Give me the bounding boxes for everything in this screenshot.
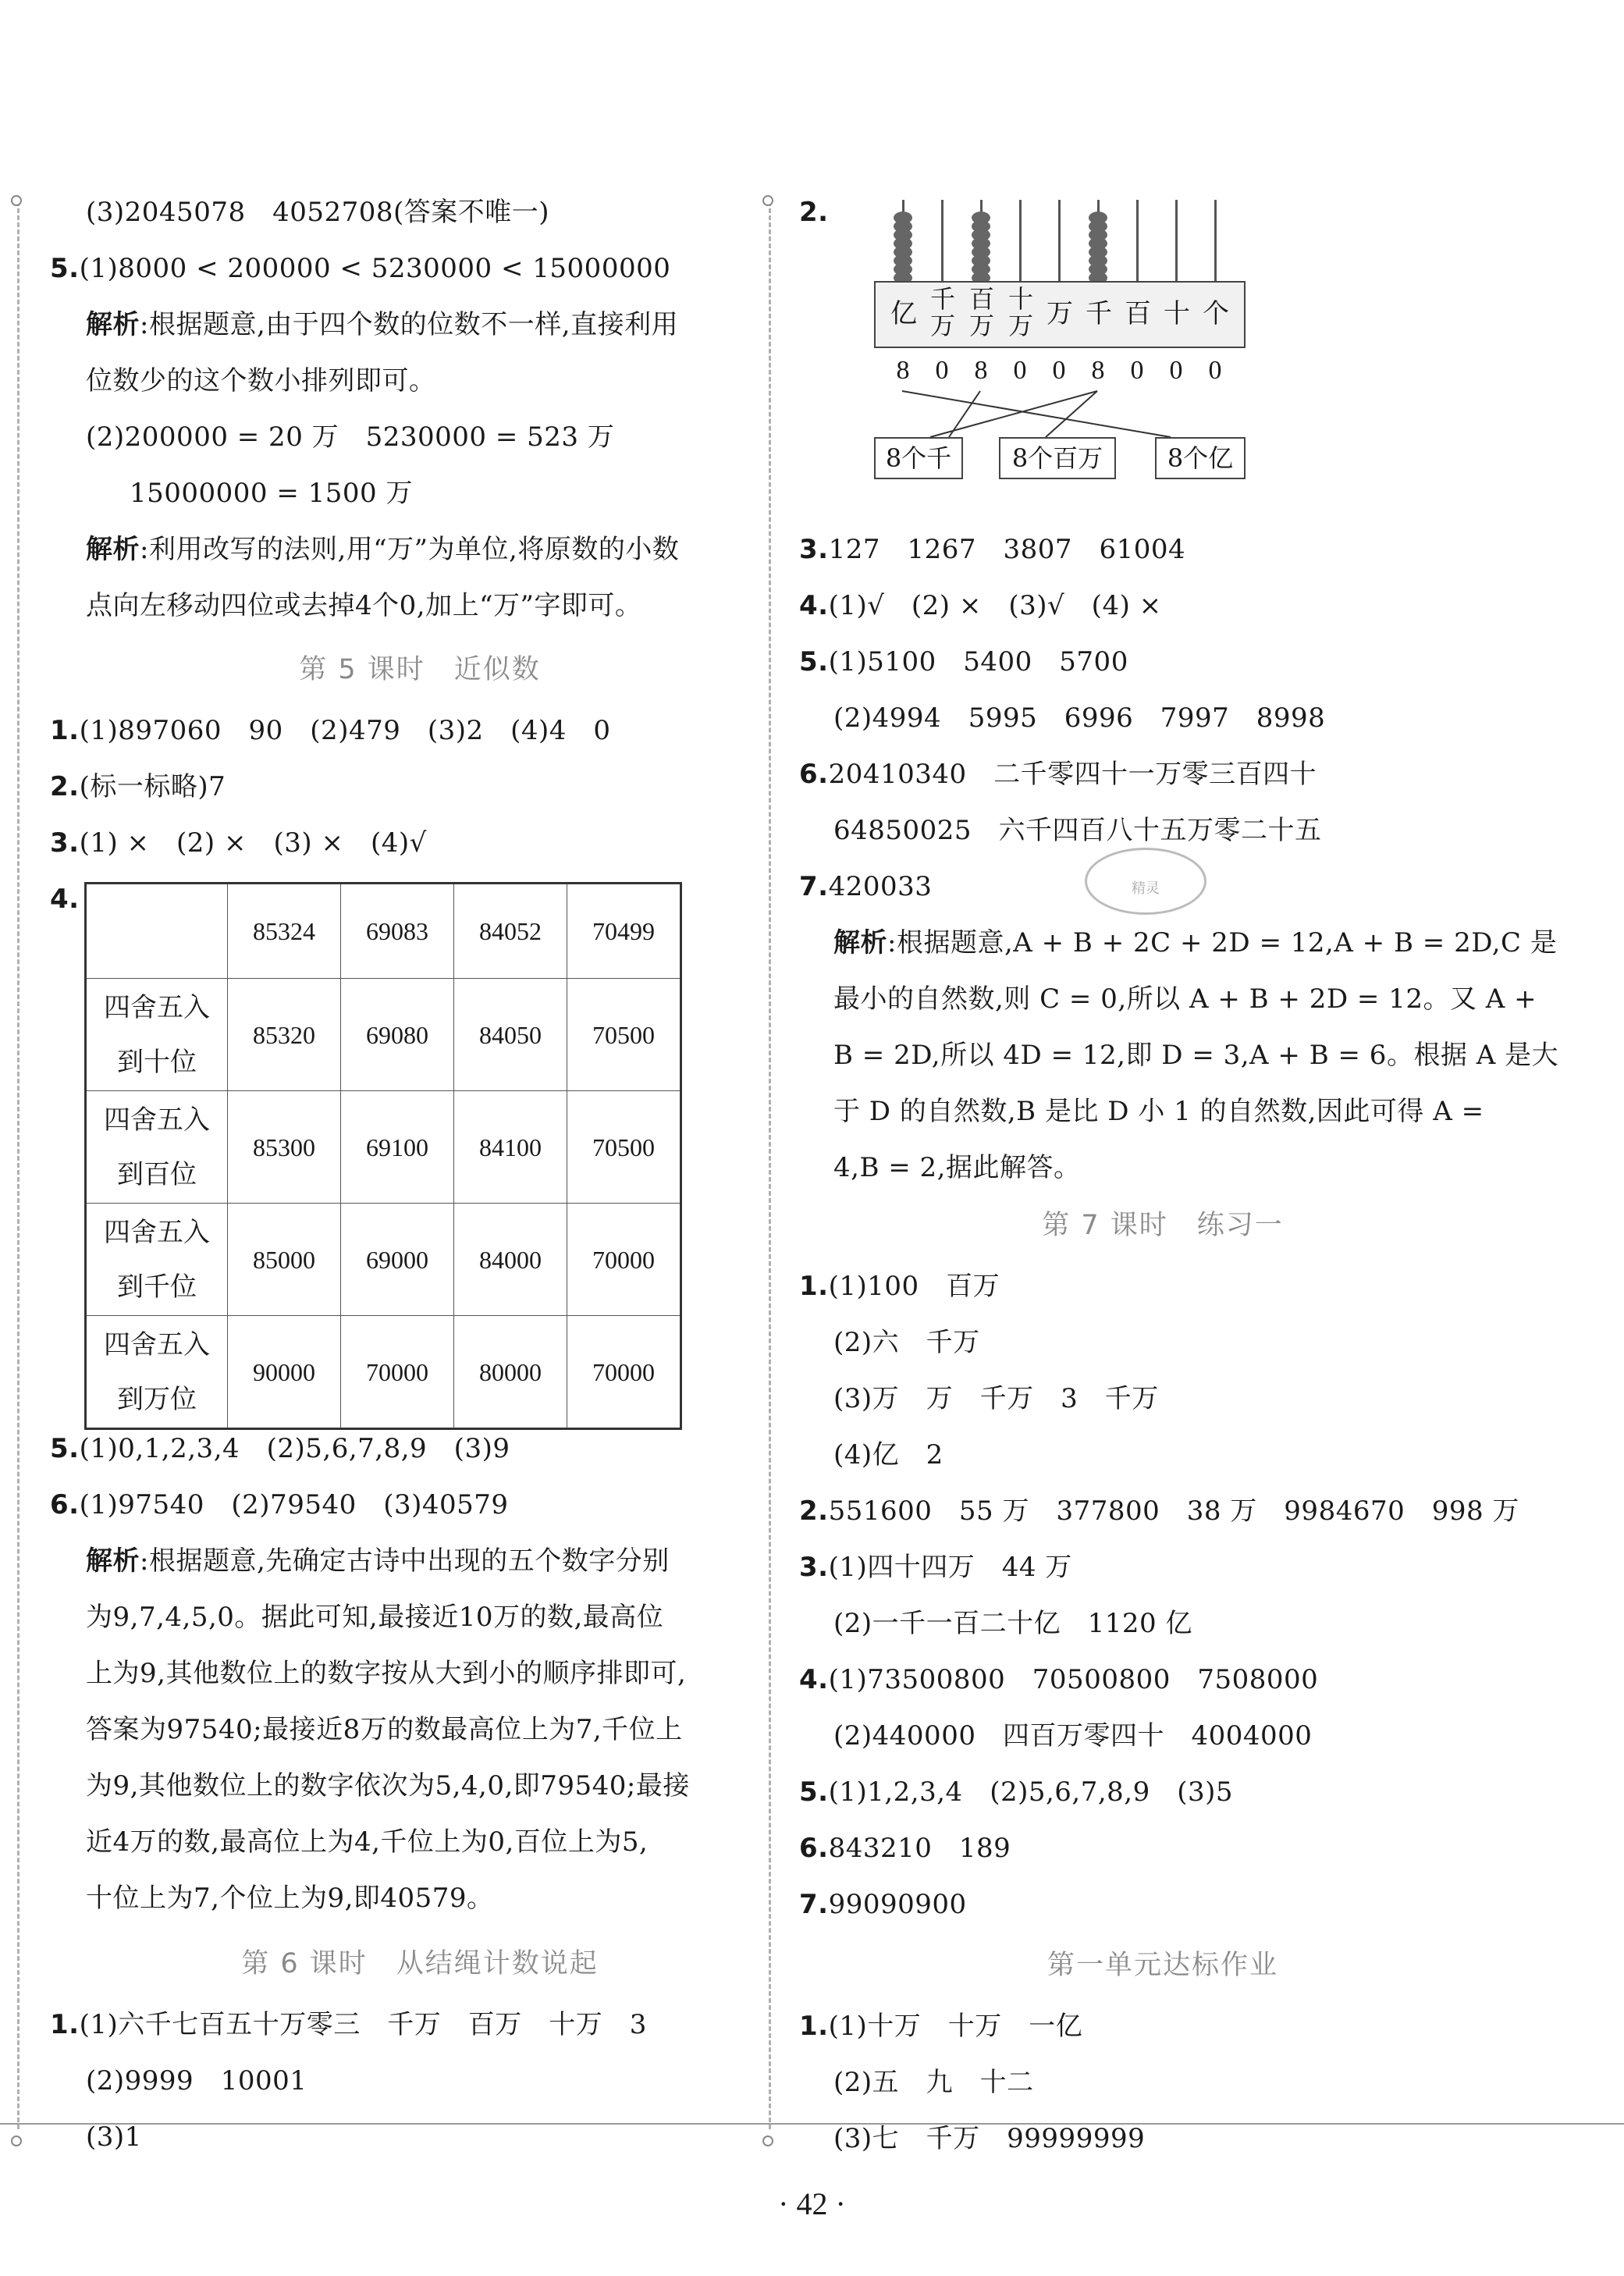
analysis-label: 解析 <box>86 534 140 565</box>
digit-label: 0 <box>1013 356 1027 385</box>
question-4 <box>799 590 1162 621</box>
text-line: :利用改写的法则,用“万”为单位,将原数的小数 <box>140 534 680 565</box>
digit-label: 0 <box>1208 356 1222 385</box>
digit-label: 0 <box>1052 356 1066 385</box>
text-line: 近4万的数,最高位上为4,千位上为0,百位上为5, <box>86 1826 649 1858</box>
watermark-stamp <box>1085 848 1206 915</box>
text-line: 15000000 = 1500 万 <box>130 478 413 509</box>
analysis-line <box>833 927 1557 958</box>
table-cell: 70500 <box>567 1091 681 1204</box>
table-row <box>86 1316 681 1429</box>
text-line: B = 2D,所以 4D = 12,即 D = 3,A + B = 6。根据 A 是大 <box>833 1040 1559 1071</box>
section-heading-lesson7: 第 7 课时 练习一 <box>1042 1210 1284 1241</box>
abacus-diagram <box>874 200 1280 473</box>
bottom-rule <box>0 2123 1624 2125</box>
margin-dot <box>762 2136 773 2146</box>
place-label: 百 <box>1125 298 1151 329</box>
row-label <box>86 979 228 1091</box>
question-5 <box>50 1433 510 1464</box>
text-line: :根据题意,先确定古诗中出现的五个数字分别 <box>140 1545 670 1577</box>
place-label: 十 <box>1164 298 1190 329</box>
question-2 <box>799 197 829 228</box>
place-label: 个 <box>1203 298 1229 329</box>
question-number: 1. <box>799 2011 829 2042</box>
margin-dot <box>762 195 773 206</box>
text-line: 十位上为7,个位上为9,即40579。 <box>86 1883 494 1914</box>
table-cell: 69100 <box>341 1091 454 1204</box>
place-label: 万 <box>1047 298 1073 329</box>
analysis-line <box>86 309 678 340</box>
table-cell: 80000 <box>454 1316 567 1429</box>
question-number: 1. <box>799 1271 829 1302</box>
section-heading-lesson5: 第 5 课时 近似数 <box>299 654 541 685</box>
place-label: 亿 <box>890 298 917 329</box>
label-box-millions: 8个百万 <box>999 437 1116 479</box>
table-cell: 85300 <box>228 1091 341 1204</box>
connector-line <box>902 391 1171 437</box>
analysis-line <box>86 1545 670 1577</box>
question-number: 6. <box>799 759 829 790</box>
question-number: 6. <box>799 1833 829 1864</box>
question-1 <box>799 1271 1000 1302</box>
table-cell: 84000 <box>454 1204 567 1316</box>
digit-label: 8 <box>974 356 988 385</box>
question-number: 5. <box>799 1776 829 1808</box>
question-7 <box>799 871 932 902</box>
text-line: 4,B = 2,据此解答。 <box>833 1152 1081 1183</box>
text-line: :根据题意,A + B + 2C + 2D = 12,A + B = 2D,C 是 <box>887 927 1558 958</box>
table-cell: 84100 <box>454 1091 567 1204</box>
text-line: (2)4994 5995 6996 7997 8998 <box>833 702 1326 734</box>
row-label-line: 到万位 <box>117 1383 197 1415</box>
place-label: 百 万 <box>968 284 994 340</box>
table-row <box>86 1091 681 1204</box>
row-label-line: 到百位 <box>117 1158 197 1190</box>
table-cell: 70000 <box>567 1204 681 1316</box>
text-line: 99090900 <box>828 1889 967 1920</box>
question-6 <box>50 1489 509 1520</box>
text-line: 420033 <box>828 871 933 902</box>
table-header-cell <box>86 884 228 979</box>
question-number: 6. <box>50 1489 80 1520</box>
question-number: 4. <box>799 590 829 621</box>
question-number: 2. <box>50 771 80 802</box>
analysis-label: 解析 <box>86 309 140 340</box>
section-heading-unit1: 第一单元达标作业 <box>1047 1950 1278 1981</box>
table-cell: 85000 <box>228 1204 341 1316</box>
digit-label: 0 <box>1130 356 1144 385</box>
place-label: 千 万 <box>929 284 955 340</box>
table-row <box>86 1204 681 1316</box>
row-label-line: 四舍五入 <box>104 1216 210 1248</box>
text-line: (3)七 千万 99999999 <box>833 2123 1146 2154</box>
text-line: (3)1 <box>86 2121 142 2153</box>
text-line: (1)1,2,3,4 (2)5,6,7,8,9 (3)5 <box>828 1776 1234 1808</box>
text-line: 位数少的这个数小排列即可。 <box>86 365 436 397</box>
question-3 <box>799 534 1185 565</box>
question-5 <box>50 253 670 284</box>
table-header-cell: 70499 <box>567 884 681 979</box>
question-1 <box>50 2009 647 2040</box>
text-line: 最小的自然数,则 C = 0,所以 A + B + 2D = 12。又 A + <box>833 983 1537 1015</box>
digit-label: 0 <box>935 356 949 385</box>
text-line: 点向左移动四位或去掉4个0,加上“万”字即可。 <box>86 590 642 621</box>
table-header-cell: 85324 <box>228 884 341 979</box>
text-line: (1)73500800 70500800 7508000 <box>828 1664 1319 1695</box>
table-cell: 90000 <box>228 1316 341 1429</box>
label-box-hundred-millions: 8个亿 <box>1155 437 1246 479</box>
question-6 <box>799 759 1317 790</box>
row-label <box>86 1091 228 1204</box>
table-cell: 69080 <box>341 979 454 1091</box>
question-number: 3. <box>799 1552 829 1583</box>
margin-dot <box>11 2136 22 2146</box>
row-label <box>86 1204 228 1316</box>
analysis-label: 解析 <box>86 1545 140 1577</box>
stamp-text: 精灵 <box>1132 880 1160 897</box>
table-header-cell: 84052 <box>454 884 567 979</box>
place-label: 千 <box>1086 298 1112 329</box>
text-line: (3)2045078 4052708(答案不唯一) <box>86 197 550 228</box>
question-number: 2. <box>799 197 829 228</box>
text-line: 为9,7,4,5,0。据此可知,最接近10万的数,最高位 <box>86 1602 664 1633</box>
analysis-line <box>86 534 679 565</box>
question-number: 5. <box>50 1433 80 1464</box>
text-line: (4)亿 2 <box>833 1439 943 1471</box>
text-line: 551600 55 万 377800 38 万 9984670 998 万 <box>828 1495 1519 1527</box>
text-line: 上为9,其他数位上的数字按从大到小的顺序排即可, <box>86 1658 687 1689</box>
question-number: 3. <box>50 827 80 859</box>
section-heading-lesson6: 第 6 课时 从结绳计数说起 <box>241 1948 599 1979</box>
text-line: (2)200000 = 20 万 5230000 = 523 万 <box>86 421 615 453</box>
question-7 <box>799 1889 967 1920</box>
text-line: (1)5100 5400 5700 <box>828 646 1128 677</box>
table-cell: 85320 <box>228 979 341 1091</box>
row-label-line: 四舍五入 <box>104 991 210 1023</box>
text-line: 答案为97540;最接近8万的数最高位上为7,千位上 <box>86 1714 683 1745</box>
question-number: 4. <box>50 884 80 915</box>
text-line: (1)897060 90 (2)479 (3)2 (4)4 0 <box>79 715 611 746</box>
table-header-row <box>86 884 681 979</box>
place-label: 十 万 <box>1007 284 1033 340</box>
page-number: · 42 · <box>778 2186 846 2221</box>
question-number: 1. <box>50 715 80 746</box>
table-row <box>86 979 681 1091</box>
connector-lines <box>874 200 1280 465</box>
table-cell: 84050 <box>454 979 567 1091</box>
text-line: (2)五 九 十二 <box>833 2067 1034 2098</box>
text-line: (2)一千一百二十亿 1120 亿 <box>833 1608 1192 1639</box>
digit-label: 0 <box>1169 356 1183 385</box>
question-2 <box>50 771 226 802</box>
question-1 <box>50 715 611 746</box>
text-line: 20410340 二千零四十一万零三百四十 <box>828 759 1317 790</box>
digit-label: 8 <box>1091 356 1105 385</box>
text-line: (2)六 千万 <box>833 1327 980 1358</box>
digit-label: 8 <box>896 356 910 385</box>
table-cell: 70000 <box>567 1316 681 1429</box>
text-line: (3)万 万 千万 3 千万 <box>833 1383 1159 1414</box>
text-line: (1) × (2) × (3) × (4)√ <box>79 827 427 859</box>
analysis-label: 解析 <box>833 927 887 958</box>
row-label-line: 四舍五入 <box>104 1104 210 1136</box>
table-cell: 70000 <box>341 1316 454 1429</box>
question-3 <box>50 827 427 859</box>
row-label-line: 四舍五入 <box>104 1328 210 1360</box>
text-line: (1)√ (2) × (3)√ (4) × <box>828 590 1162 621</box>
text-line: 于 D 的自然数,B 是比 D 小 1 的自然数,因此可得 A = <box>833 1096 1484 1127</box>
rounding-table <box>84 882 682 1430</box>
question-number: 1. <box>50 2009 80 2040</box>
question-number: 2. <box>799 1495 829 1527</box>
question-5 <box>799 1776 1233 1808</box>
question-6 <box>799 1833 1011 1864</box>
text-line: (1)十万 十万 一亿 <box>828 2011 1083 2042</box>
question-number: 3. <box>799 534 829 565</box>
table-cell: 70500 <box>567 979 681 1091</box>
table-cell: 69000 <box>341 1204 454 1316</box>
margin-dot <box>11 195 22 206</box>
text-line: (1)六千七百五十万零三 千万 百万 十万 3 <box>79 2009 647 2040</box>
question-number: 5. <box>50 253 80 284</box>
question-5 <box>799 646 1128 677</box>
question-number: 4. <box>799 1664 829 1695</box>
text-line: 127 1267 3807 61004 <box>828 534 1186 565</box>
question-3 <box>799 1552 1072 1583</box>
text-line: (1)0,1,2,3,4 (2)5,6,7,8,9 (3)9 <box>79 1433 510 1464</box>
question-number: 5. <box>799 646 829 677</box>
text-line: (1)97540 (2)79540 (3)40579 <box>79 1489 509 1520</box>
row-label <box>86 1316 228 1429</box>
row-label-line: 到千位 <box>117 1271 197 1303</box>
label-box-thousands: 8个千 <box>874 437 963 479</box>
center-dashed-line <box>769 201 771 2129</box>
text-line: 为9,其他数位上的数字依次为5,4,0,即79540;最接 <box>86 1770 690 1801</box>
question-number: 7. <box>799 871 829 902</box>
text-line: (1)8000 < 200000 < 5230000 < 15000000 <box>79 253 671 284</box>
text-line: 64850025 六千四百八十五万零二十五 <box>833 815 1322 846</box>
text-line: :根据题意,由于四个数的位数不一样,直接利用 <box>140 309 679 340</box>
text-line: (标一标略)7 <box>79 771 226 802</box>
row-label-line: 到十位 <box>117 1046 197 1078</box>
left-margin-dashed-line <box>17 201 20 2129</box>
question-4 <box>799 1664 1318 1695</box>
text-line: (2)440000 四百万零四十 4004000 <box>833 1720 1313 1751</box>
question-number: 7. <box>799 1889 829 1920</box>
question-4 <box>50 884 80 915</box>
text-line: (1)四十四万 44 万 <box>828 1552 1072 1583</box>
text-line: 843210 189 <box>828 1833 1011 1864</box>
question-1 <box>799 2011 1082 2042</box>
table-header-cell: 69083 <box>341 884 454 979</box>
question-2 <box>799 1495 1519 1527</box>
text-line: (1)100 百万 <box>828 1271 1000 1302</box>
text-line: (2)9999 10001 <box>86 2065 307 2096</box>
